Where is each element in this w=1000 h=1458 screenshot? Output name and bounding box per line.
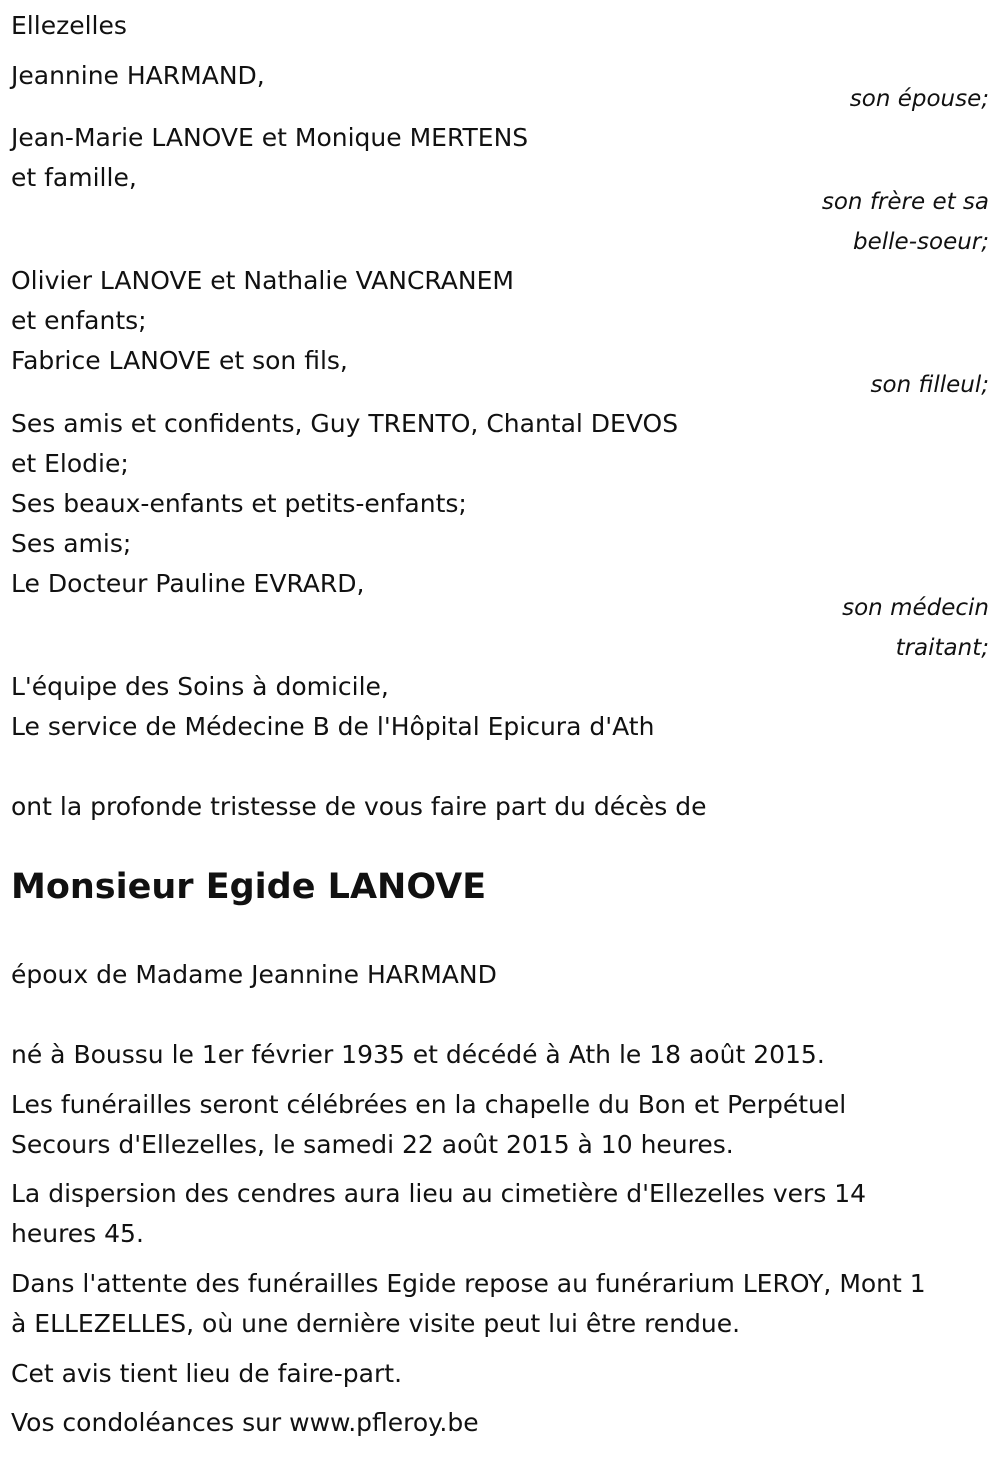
- relation-doctor: son médecin: [842, 595, 989, 621]
- family-member-olivier-cont: et enfants;: [11, 306, 147, 335]
- dispersion-line-1: La dispersion des cendres aura lieu au cimetière d'Ellezelles vers 14: [11, 1179, 867, 1208]
- relation-spouse: son épouse;: [849, 86, 989, 112]
- relation-doctor-cont: traitant;: [895, 635, 989, 661]
- home-care-team: L'équipe des Soins à domicile,: [11, 672, 389, 701]
- friends: Ses amis;: [11, 529, 132, 558]
- deceased-name: Monsieur Egide LANOVE: [11, 867, 487, 907]
- step-children: Ses beaux-enfants et petits-enfants;: [11, 489, 467, 518]
- family-member-godson: Fabrice LANOVE et son fils,: [11, 346, 348, 375]
- friends-confidents-cont: et Elodie;: [11, 449, 129, 478]
- family-member-brother: Jean-Marie LANOVE et Monique MERTENS: [11, 123, 529, 152]
- relation-godson: son filleul;: [870, 372, 989, 398]
- birth-death-line: né à Boussu le 1er février 1935 et décédé à Ath le 18 août 2015.: [11, 1040, 825, 1069]
- spouse-line: époux de Madame Jeannine HARMAND: [11, 960, 497, 989]
- location-heading: Ellezelles: [11, 11, 127, 40]
- funeral-line-1: Les funérailles seront célébrées en la chapelle du Bon et Perpétuel: [11, 1090, 847, 1119]
- funeral-line-2: Secours d'Ellezelles, le samedi 22 août 2015 à 10 heures.: [11, 1130, 734, 1159]
- relation-brother-cont: belle-soeur;: [853, 229, 989, 255]
- hospital-service: Le service de Médecine B de l'Hôpital Epicura d'Ath: [11, 712, 655, 741]
- family-member-olivier: Olivier LANOVE et Nathalie VANCRANEM: [11, 266, 514, 295]
- rest-line-2: à ELLEZELLES, où une dernière visite peut lui être rendue.: [11, 1309, 741, 1338]
- rest-line-1: Dans l'attente des funérailles Egide repose au funérarium LEROY, Mont 1: [11, 1269, 926, 1298]
- friends-confidents: Ses amis et confidents, Guy TRENTO, Chantal DEVOS: [11, 409, 679, 438]
- notice-line: Cet avis tient lieu de faire-part.: [11, 1359, 403, 1388]
- family-member-spouse: Jeannine HARMAND,: [11, 61, 265, 90]
- condolences-line: Vos condoléances sur www.pfleroy.be: [11, 1408, 479, 1437]
- doctor: Le Docteur Pauline EVRARD,: [11, 569, 365, 598]
- announcement: ont la profonde tristesse de vous faire part du décès de: [11, 792, 707, 821]
- relation-brother: son frère et sa: [821, 189, 989, 215]
- dispersion-line-2: heures 45.: [11, 1219, 144, 1248]
- family-member-brother-cont: et famille,: [11, 163, 137, 192]
